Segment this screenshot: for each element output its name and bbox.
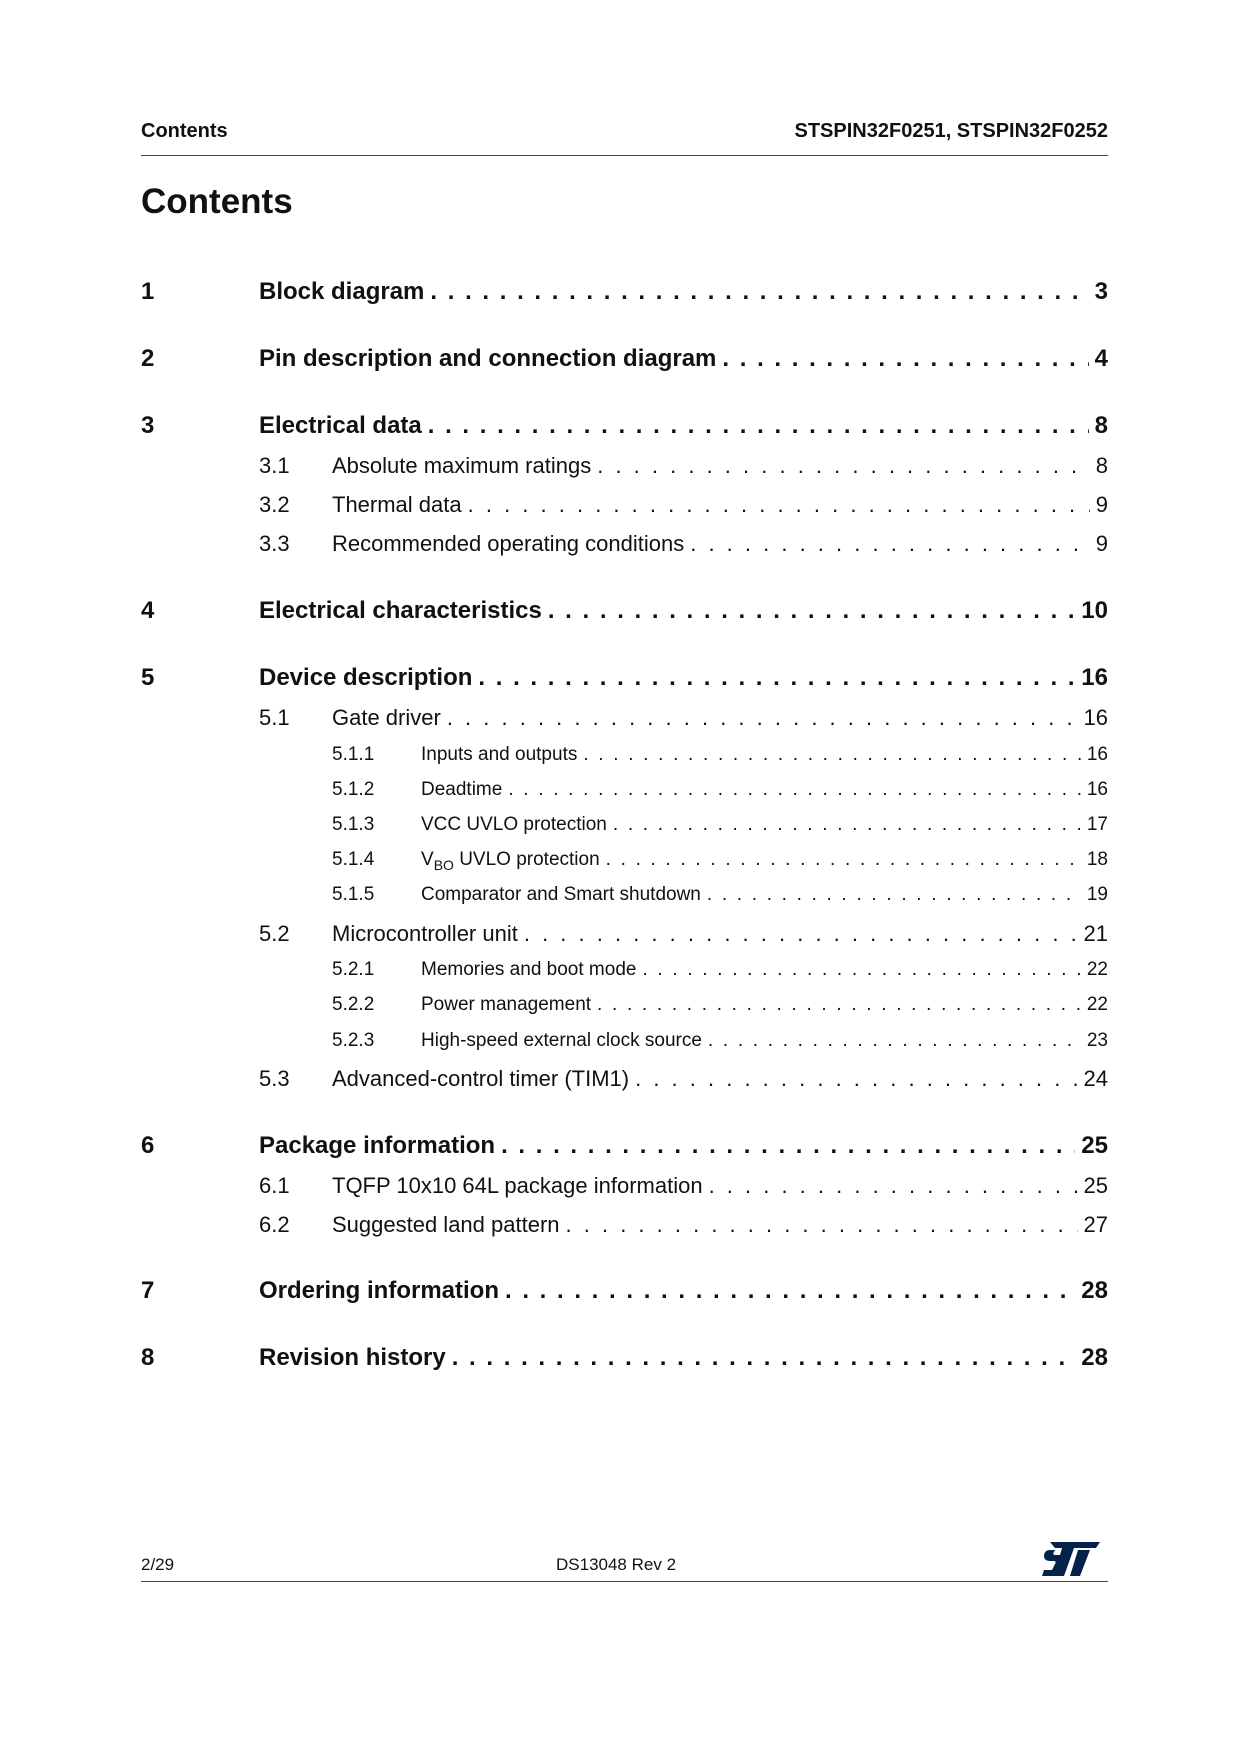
toc-entry-page: 24 <box>1083 1066 1108 1091</box>
toc-entry-5-3[interactable] <box>141 1066 1108 1092</box>
toc-entry-page: 9 <box>1095 531 1108 556</box>
toc-entry-5-1-3[interactable] <box>141 814 1108 836</box>
toc-entry-page: 28 <box>1081 1344 1108 1371</box>
toc-entry-label: Thermal data <box>332 492 462 517</box>
dot-leader <box>708 1030 1081 1052</box>
toc-entry-page: 25 <box>1083 1173 1108 1198</box>
toc-entry-number: 3.2 <box>259 492 290 517</box>
dot-leader <box>430 278 1088 306</box>
toc-entry-number: 2 <box>141 345 155 372</box>
footer-page-number: 2/29 <box>141 1555 175 1574</box>
toc-entry-page: 23 <box>1086 1030 1108 1051</box>
toc-entry-page: 4 <box>1094 345 1108 372</box>
toc-entry-page: 8 <box>1095 453 1108 478</box>
toc-entry-page: 16 <box>1083 705 1108 730</box>
toc-entry-page: 28 <box>1081 1277 1108 1304</box>
toc-entry-5-2-2[interactable] <box>141 994 1108 1016</box>
toc-entry-3[interactable] <box>141 412 1108 440</box>
toc-entry-5-1-4[interactable] <box>141 849 1108 873</box>
toc-entry-label: Recommended operating conditions <box>332 531 685 556</box>
toc-entry-label: Gate driver <box>332 705 441 730</box>
toc-entry-page: 21 <box>1083 921 1108 946</box>
dot-leader <box>508 779 1081 801</box>
page-title: Contents <box>141 182 293 221</box>
toc-entry-label: Electrical characteristics <box>259 597 542 624</box>
toc-entry-3-1[interactable] <box>141 453 1108 479</box>
dot-leader <box>709 1173 1078 1199</box>
toc-entry-label: Advanced-control timer (TIM1) <box>332 1066 630 1091</box>
toc-entry-label: Memories and boot mode <box>421 959 637 980</box>
toc-entry-4[interactable] <box>141 597 1108 625</box>
dot-leader <box>524 921 1078 947</box>
toc-entry-page: 22 <box>1086 994 1108 1015</box>
footer-divider <box>141 1581 1108 1582</box>
dot-leader <box>501 1132 1075 1160</box>
toc-entry-page: 16 <box>1081 664 1108 691</box>
dot-leader <box>452 1344 1076 1372</box>
toc-entry-label: High-speed external clock source <box>421 1030 702 1051</box>
toc-entry-8[interactable] <box>141 1344 1108 1372</box>
toc-entry-number: 5.2.3 <box>332 1030 375 1051</box>
dot-leader <box>642 959 1080 981</box>
toc-entry-label: VCC UVLO protection <box>421 814 607 835</box>
toc-entry-3-3[interactable] <box>141 531 1108 557</box>
toc-entry-number: 5.2.2 <box>332 994 375 1015</box>
toc-entry-label: Inputs and outputs <box>421 744 578 765</box>
toc-entry-7[interactable] <box>141 1277 1108 1305</box>
toc-entry-5-2[interactable] <box>141 921 1108 947</box>
dot-leader <box>722 345 1088 373</box>
toc-entry-number: 5.2 <box>259 921 290 946</box>
dot-leader <box>468 492 1090 518</box>
toc-entry-6-1[interactable] <box>141 1173 1108 1199</box>
toc-entry-number: 6.2 <box>259 1212 290 1237</box>
toc-entry-label: Suggested land pattern <box>332 1212 560 1237</box>
toc-entry-page: 8 <box>1094 412 1108 439</box>
toc-entry-label: $V_{BO}$ UVLO protection <box>421 849 600 873</box>
toc-entry-label: Electrical data <box>259 412 422 439</box>
toc-entry-number: 5.3 <box>259 1066 290 1091</box>
running-header-doc-title: STSPIN32F0251, STSPIN32F0252 <box>794 120 1108 142</box>
toc-entry-2[interactable] <box>141 345 1108 373</box>
dot-leader <box>566 1212 1078 1238</box>
dot-leader <box>447 705 1078 731</box>
dot-leader <box>606 849 1081 871</box>
toc-entry-page: 22 <box>1086 959 1108 980</box>
toc-entry-number: 3.3 <box>259 531 290 556</box>
toc-entry-label: Power management <box>421 994 592 1015</box>
toc-entry-number: 5 <box>141 664 155 691</box>
st-logo-icon <box>1040 1542 1100 1576</box>
toc-entry-page: 27 <box>1083 1212 1108 1237</box>
toc-entry-number: 5.1.5 <box>332 884 375 905</box>
toc-entry-number: 3 <box>141 412 155 439</box>
toc-entry-5-1[interactable] <box>141 705 1108 731</box>
table-of-contents <box>141 0 1108 1500</box>
toc-entry-5-1-5[interactable] <box>141 884 1108 906</box>
toc-entry-label: Microcontroller unit <box>332 921 518 946</box>
toc-entry-number: 5.1.3 <box>332 814 375 835</box>
toc-entry-label: Package information <box>259 1132 496 1159</box>
toc-entry-number: 6 <box>141 1132 155 1159</box>
dot-leader <box>428 412 1089 440</box>
toc-entry-5-2-1[interactable] <box>141 959 1108 981</box>
toc-entry-page: 18 <box>1086 849 1108 870</box>
toc-entry-number: 7 <box>141 1277 155 1304</box>
toc-entry-page: 25 <box>1081 1132 1108 1159</box>
toc-entry-page: 3 <box>1094 278 1108 305</box>
toc-entry-label: Pin description and connection diagram <box>259 345 717 372</box>
toc-entry-number: 1 <box>141 278 155 305</box>
footer-doc-id: DS13048 Rev 2 <box>556 1555 677 1574</box>
toc-entry-1[interactable] <box>141 278 1108 306</box>
toc-entry-label: TQFP 10x10 64L package information <box>332 1173 703 1198</box>
toc-entry-label: Deadtime <box>421 779 503 800</box>
toc-entry-number: 5.1.4 <box>332 849 375 870</box>
dot-leader <box>478 664 1075 692</box>
dot-leader <box>597 453 1090 479</box>
toc-entry-number: 5.1.2 <box>332 779 375 800</box>
toc-entry-5[interactable] <box>141 664 1108 692</box>
dot-leader <box>690 531 1090 557</box>
toc-entry-label: Block diagram <box>259 278 425 305</box>
running-header-section: Contents <box>141 120 228 142</box>
dot-leader <box>505 1277 1075 1305</box>
dot-leader <box>548 597 1075 625</box>
toc-entry-page: 17 <box>1086 814 1108 835</box>
toc-entry-6-2[interactable] <box>141 1212 1108 1238</box>
toc-entry-number: 3.1 <box>259 453 290 478</box>
toc-entry-number: 5.2.1 <box>332 959 375 980</box>
toc-entry-5-1-1[interactable] <box>141 744 1108 766</box>
toc-entry-6[interactable] <box>141 1132 1108 1160</box>
toc-entry-number: 5.1 <box>259 705 290 730</box>
toc-entry-page: 16 <box>1086 744 1108 765</box>
toc-entry-number: 5.1.1 <box>332 744 375 765</box>
dot-leader <box>583 744 1081 766</box>
toc-entry-number: 8 <box>141 1344 155 1371</box>
toc-entry-number: 6.1 <box>259 1173 290 1198</box>
toc-entry-label: Comparator and Smart shutdown <box>421 884 701 905</box>
toc-entry-5-1-2[interactable] <box>141 779 1108 801</box>
toc-entry-3-2[interactable] <box>141 492 1108 518</box>
toc-entry-page: 19 <box>1086 884 1108 905</box>
dot-leader <box>635 1066 1077 1092</box>
toc-entry-label: Revision history <box>259 1344 446 1371</box>
toc-entry-page: 9 <box>1095 492 1108 517</box>
dot-leader <box>613 814 1081 836</box>
dot-leader <box>597 994 1081 1016</box>
toc-entry-label: Ordering information <box>259 1277 499 1304</box>
toc-entry-label: Absolute maximum ratings <box>332 453 592 478</box>
toc-entry-5-2-3[interactable] <box>141 1030 1108 1052</box>
dot-leader <box>707 884 1081 906</box>
toc-entry-page: 16 <box>1086 779 1108 800</box>
toc-entry-page: 10 <box>1081 597 1108 624</box>
toc-entry-number: 4 <box>141 597 155 624</box>
toc-entry-label: Device description <box>259 664 473 691</box>
